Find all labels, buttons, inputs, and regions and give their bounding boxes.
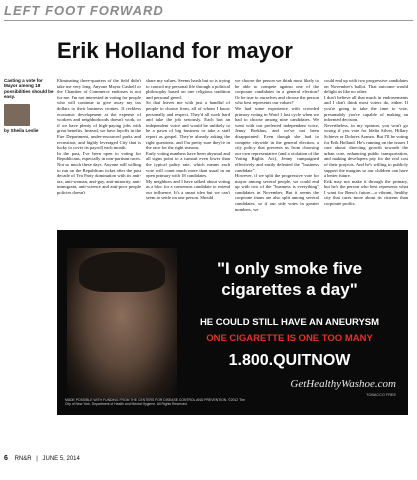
- header-rule: [4, 20, 413, 21]
- author-photo: [4, 104, 30, 126]
- article-column-3: [235, 78, 319, 212]
- issue-date: JUNE 5, 2014: [42, 456, 80, 462]
- ad-credit-line: MADE POSSIBLE WITH FUNDING FROM THE CENTERS FOR DISEASE CONTROL AND PREVENTION. ©2012 The City of New York, Department of Health and Mental Hygiene. All Rights Reserved.: [65, 398, 245, 407]
- paragraph: share my values. Seems harsh but so is trying to control my personal life through a political philosophy based on one religious tradition and personal greed.: [146, 78, 230, 100]
- paragraph: Nevertheless, in my opinion, you won't go wrong if you vote for Idelia Silver, Hillary Schieve or Dolores Aranzo. But I'll be voting for Erik Holland. He's running on the issues I care about: directing growth towards the urban core, enhancing public transportation, and making developers pay for the real cost of their projects. And he's willing to publicly support the margins so our children can have a better future.: [324, 122, 408, 179]
- article-column-4: [324, 78, 408, 207]
- byline-deck: [4, 78, 54, 100]
- paragraph: However, if we split the progressive vote for mayor among several people, we could end up with two of the "business is everything" candidates in November. But it seems the corporate titans are also split among several candidates, so if our side votes in greater numbers, we: [235, 173, 319, 212]
- ad-warning-line: HE COULD STILL HAVE AN ANEURYSM: [199, 317, 380, 328]
- paragraph: My neighbors and I have talked about voting as a bloc for a consensus candidate to extend our influence. It's a smart idea but we can't seem to settle on one person. Should: [146, 178, 230, 201]
- anti-smoking-advertisement: [57, 230, 408, 415]
- publication-name: RN&R: [14, 456, 32, 462]
- paragraph: I don't believe all that much in endorsements and I don't think most voters do, either. If you're going to take the time to vote, presumably you're capable of making an informed decision.: [324, 94, 408, 123]
- author-prefix: by: [4, 128, 10, 133]
- paragraph: In the past, I've been open to voting for Republicans, especially in non-partisan races. Not so much these days. Anyone still willing to run on the Republican ticket after the past decade of Tea Party domination with its anti-tax, anti-woman, anti-gay, anti-minority, anti-immigrant, anti-science and anti-poor people policies doesn't: [57, 150, 141, 195]
- section-header: LEFT FOOT FORWARD: [4, 3, 164, 18]
- paragraph: could end up with two progressive candidates on November's ballot. That outcome would delight us like no other.: [324, 78, 408, 95]
- ad-logo-tagline: TOBACCO FREE: [366, 393, 396, 397]
- ad-quote: "I only smoke five cigarettes a day": [216, 259, 363, 299]
- paragraph: We had some experience with crowded primary voting in Ward 1 last cycle when we had to choose among nine candidates. We went with our preferred independent voice, Jenny Brekhus, and we've not been disappointed. Even though she had to compete citywide in the general election, a city policy that prevents us from choosing our own representative (and a violation of the Voting Rights Act), Jenny campaigned effectively and easily defeated the "business candidate".: [235, 105, 319, 173]
- ad-portrait-hair: [79, 252, 165, 292]
- author-name: Sheila Leslie: [10, 128, 39, 133]
- paragraph: So that leaves me with just a handful of people to choose from, all of whom I know personally and respect. They'd all work hard and take the job seriously. Each has an independent voice and would be unlikely to be a pawn of big business or take a staff report as gospel. They're already asking the right questions, and I'm pretty sure they're in the race for the right reasons.: [146, 100, 230, 151]
- article-headline: Erik Holland for mayor: [57, 38, 293, 63]
- page-number: 6: [4, 455, 8, 462]
- ad-logo: GetHealthyWashoe.com: [290, 378, 396, 390]
- ad-red-warning-line: ONE CIGARETTE IS ONE TOO MANY: [206, 333, 373, 344]
- deck-text: Casting a vote for Mayor among 18 possibilities should be easy.: [4, 78, 54, 100]
- footer-separator: |: [36, 456, 38, 462]
- paragraph: Eliminating three-quarters of the field didn't take me very long. Anyone Mayor Cashell or the Chamber of Commerce endorses is not for me. I'm not interested in voting for people who will continue to give away my tax dollars to their business cronies. If reckless economic development at the expense of workers and neighborhoods doesn't work, or if we have plenty of high-paying jobs with great benefits. Instead, we have layoffs in the Fire Department, under-resourced parks and recreation, and highly leveraged City that is lucky to cover its payroll each month.: [57, 78, 141, 151]
- article-column-1: [57, 78, 141, 195]
- ad-quitline-number: 1.800.QUITNOW: [228, 352, 351, 369]
- paragraph: Early voting numbers have been abysmal and all signs point to a turnout even lower than the typical paltry rate, which means each vote will count much more than usual in an open primary with 18 candidates.: [146, 150, 230, 179]
- page-footer: [4, 455, 80, 462]
- paragraph: Erik may not make it through the primary, but he's the person who best represents what I want for Reno's future—a vibrant, healthy city that cares more about its citizens than corporate profits.: [324, 178, 408, 207]
- paragraph: we choose the person we think most likely to be able to compete against one of the corporate candidates in a general election? Or be true to ourselves and choose the person who best represents our values?: [235, 78, 319, 106]
- article-column-2: [146, 78, 230, 201]
- author-byline: [4, 128, 39, 133]
